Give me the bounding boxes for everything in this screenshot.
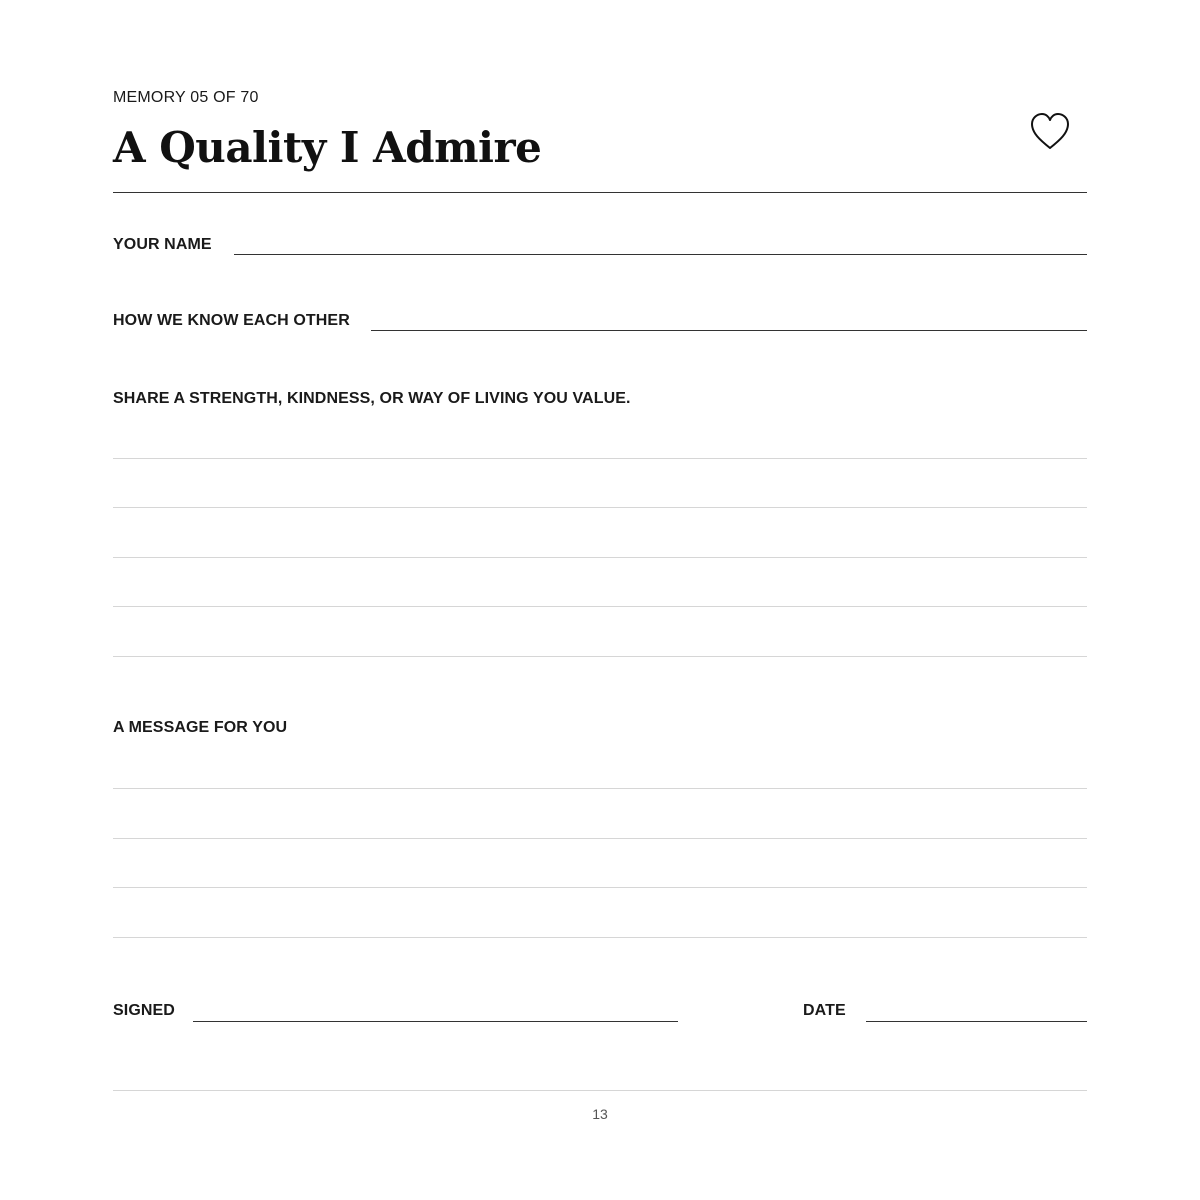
message-writing-line[interactable] xyxy=(113,887,1087,888)
date-label: DATE xyxy=(803,1002,846,1019)
signature-field[interactable] xyxy=(193,1021,678,1022)
strength-prompt: SHARE A STRENGTH, KINDNESS, OR WAY OF LIVING YOU VALUE. xyxy=(113,390,631,407)
strength-writing-line[interactable] xyxy=(113,656,1087,657)
message-writing-line[interactable] xyxy=(113,788,1087,789)
message-label: A MESSAGE FOR YOU xyxy=(113,719,288,736)
your-name-label: YOUR NAME xyxy=(113,236,212,253)
footer-divider xyxy=(113,1090,1087,1091)
heart-icon[interactable] xyxy=(1028,110,1072,152)
how-we-know-label: HOW WE KNOW EACH OTHER xyxy=(113,312,350,329)
message-writing-line[interactable] xyxy=(113,937,1087,938)
page-title: A Quality I Admire xyxy=(113,123,542,172)
date-field[interactable] xyxy=(866,1021,1087,1022)
strength-writing-line[interactable] xyxy=(113,507,1087,508)
strength-writing-line[interactable] xyxy=(113,606,1087,607)
page-number: 13 xyxy=(592,1106,608,1122)
strength-writing-line[interactable] xyxy=(113,458,1087,459)
message-writing-line[interactable] xyxy=(113,838,1087,839)
signed-label: SIGNED xyxy=(113,1002,175,1019)
how-we-know-field[interactable] xyxy=(371,330,1087,331)
memory-counter: MEMORY 05 OF 70 xyxy=(113,89,259,106)
your-name-field[interactable] xyxy=(234,254,1087,255)
title-divider xyxy=(113,192,1087,193)
strength-writing-line[interactable] xyxy=(113,557,1087,558)
